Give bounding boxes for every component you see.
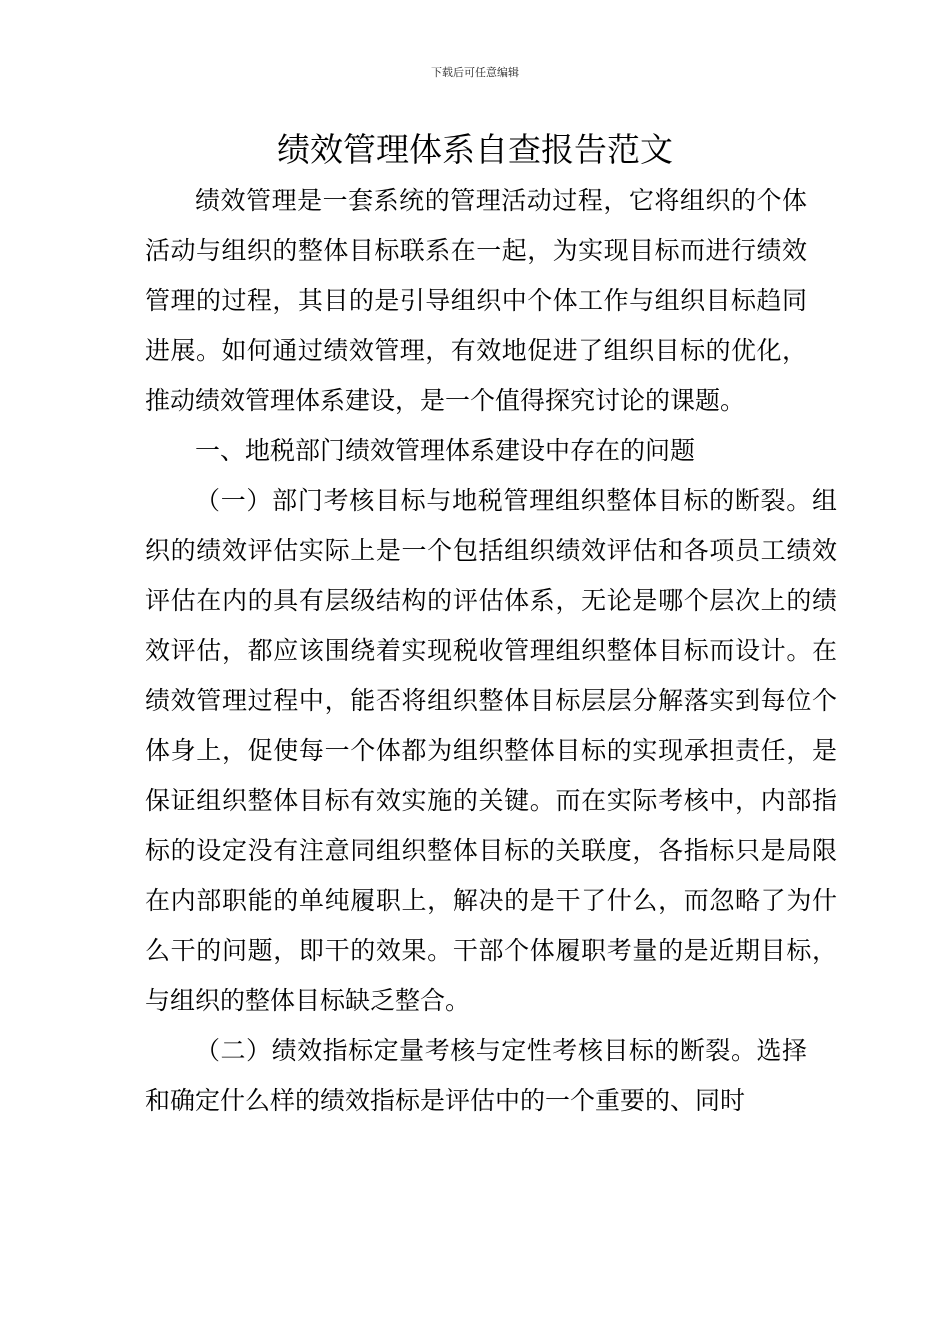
paragraph-problem-two: （二）绩效指标定量考核与定性考核目标的断裂。选择和确定什么样的绩效指标是评估中的一个重要的、同时 [145,1036,807,1115]
document-body [145,176,837,1126]
section-heading-problems: 一、地税部门绩效管理体系建设中存在的问题 [195,436,696,465]
header-note: 下载后可任意编辑 [431,66,519,79]
paragraph-problem-one: （一）部门考核目标与地税管理组织整体目标的断裂。组织的绩效评估实际上是一个包括组织绩效评估和各项员工绩效评估在内的具有层级结构的评估体系，无论是哪个层次上的绩效评估，都应该围绕着实现税收管理组织整体目标而设计。在绩效管理过程中，能否将组织整体目标层层分解落实到每位个体身上，促使每一个体都为组织整体目标的实现承担责任，是保证组织整体目标有效实施的关键。而在实际考核中，内部指标的设定没有注意同组织整体目标的关联度，各指标只是局限在内部职能的单纯履职上，解决的是干了什么，而忽略了为什么干的问题，即干的效果。干部个体履职考量的是近期目标，与组织的整体目标缺乏整合。 [145,486,837,1015]
document-title: 绩效管理体系自查报告范文 [277,130,673,169]
paragraph-intro: 绩效管理是一套系统的管理活动过程，它将组织的个体活动与组织的整体目标联系在一起，为实现目标而进行绩效管理的过程，其目的是引导组织中个体工作与组织目标趋同进展。如何通过绩效管理，有效地促进了组织目标的优化，推动绩效管理体系建设，是一个值得探究讨论的课题。 [145,186,807,415]
